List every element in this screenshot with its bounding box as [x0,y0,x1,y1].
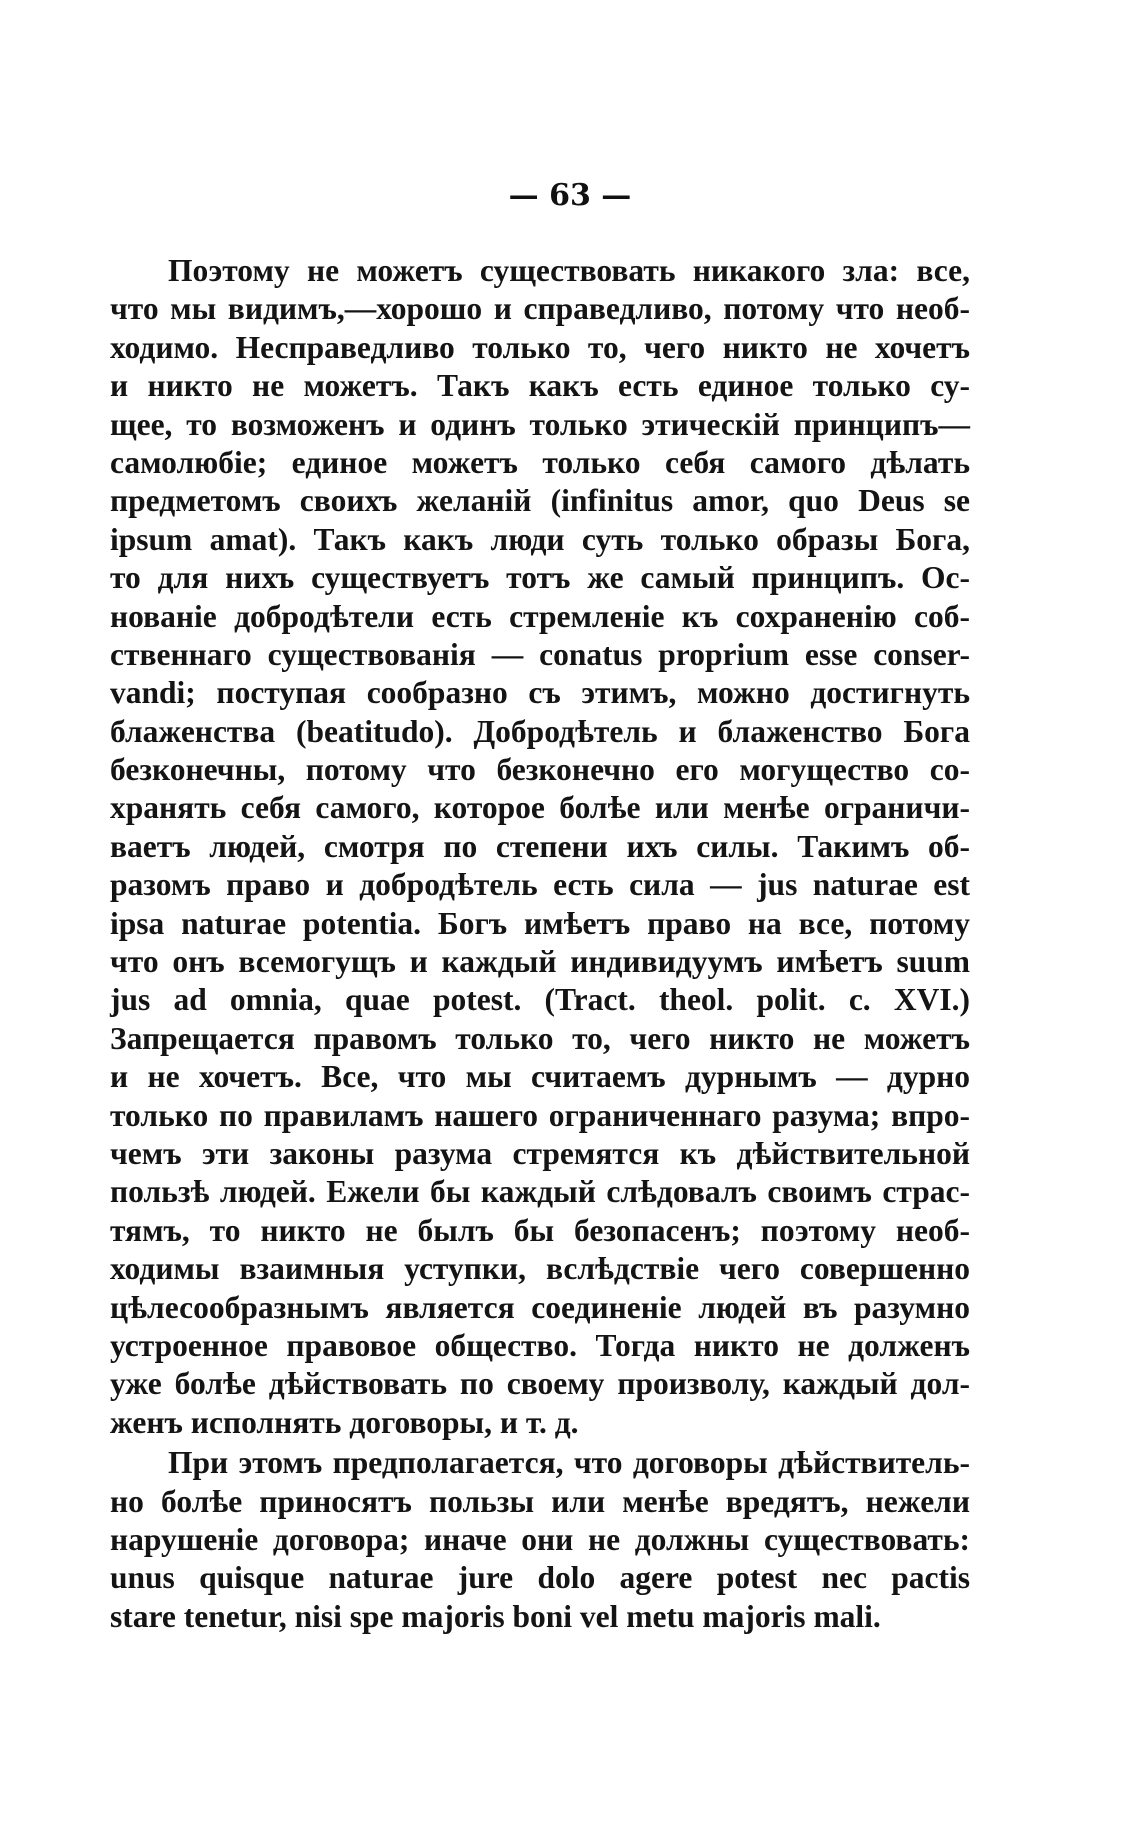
paragraph-1 [110,252,970,1442]
page-body [110,252,970,1636]
text-line: и не хочетъ. Все, что мы считаемъ дурнымъ — дурно [110,1059,970,1095]
text-line: ственнаго существованія — conatus proprium esse conser- [110,636,970,672]
text-line: vandi; поступая сообразно съ этимъ, можно достигнуть [110,675,970,711]
text-line: ходимы взаимныя уступки, вслѣдствіе чего совершенно [110,1251,970,1287]
text-line: тямъ, то никто не былъ бы безопасенъ; поэтому необ- [110,1212,970,1248]
text-line: Запрещается правомъ только то, чего никто не можетъ [110,1020,970,1056]
text-line: хранять себя самого, которое болѣе или менѣе ограничи- [110,790,970,826]
paragraph-2 [110,1444,970,1636]
text-line: только по правиламъ нашего ограниченнаго разума; впро- [110,1097,970,1133]
text-line: но болѣе приносятъ пользы или менѣе вредятъ, нежели [110,1483,970,1519]
text-line: unus quisque naturae jure dolo agere potest nec pactis [110,1560,970,1596]
text-line: разомъ право и добродѣтель есть сила — jus naturae est [110,867,970,903]
text-line: ipsa naturae potentia. Богъ имѣетъ право на все, потому [110,905,970,941]
text-line: предметомъ своихъ желаній (infinitus amor, quo Deus se [110,483,970,519]
page-number: — 63 — [508,178,632,213]
text-line: stare tenetur, nisi spe majoris boni vel metu majoris mali. [110,1598,881,1634]
text-line: что мы видимъ,—хорошо и справедливо, потому что необ- [110,291,970,327]
text-line: пользѣ людей. Ежели бы каждый слѣдовалъ своимъ страс- [110,1174,970,1210]
text-line: и никто не можетъ. Такъ какъ есть единое только су- [110,368,970,404]
text-line: устроенное правовое общество. Тогда никто не долженъ [110,1327,970,1363]
text-line: ipsum amat). Такъ какъ люди суть только образы Бога, [110,521,970,557]
text-line: самолюбіе; единое можетъ только себя самого дѣлать [110,444,970,480]
text-line: нарушеніе договора; иначе они не должны существовать: [110,1521,970,1557]
text-line: Поэтому не можетъ существовать никакого зла: все, [168,253,970,288]
text-line: блаженства (beatitudo). Добродѣтель и блаженство Бога [110,713,970,749]
text-line: ходимо. Несправедливо только то, чего никто не хочетъ [110,329,970,365]
text-line: щее, то возможенъ и одинъ только этическій принципъ— [110,406,970,442]
text-line: чемъ эти законы разума стремятся къ дѣйствительной [110,1135,970,1171]
text-line: безконечны, потому что безконечно его могущество со- [110,752,970,788]
text-line: цѣлесообразнымъ является соединеніе людей въ разумно [110,1289,970,1325]
text-line: ваетъ людей, смотря по степени ихъ силы. Такимъ об- [110,828,970,864]
text-line: jus ad omnia, quae potest. (Tract. theol. polit. c. XVI.) [110,982,970,1018]
text-line: При этомъ предполагается, что договоры дѣйствитель- [168,1445,970,1481]
text-line: нованіе добродѣтели есть стремленіе къ сохраненію соб- [110,598,970,634]
text-line: уже болѣе дѣйствовать по своему произволу, каждый дол- [110,1366,970,1402]
text-line: женъ исполнять договоры, и т. д. [110,1404,579,1440]
text-line: что онъ всемогущъ и каждый индивидуумъ имѣетъ suum [110,944,970,980]
text-line: то для нихъ существуетъ тотъ же самый принципъ. Ос- [110,560,970,596]
